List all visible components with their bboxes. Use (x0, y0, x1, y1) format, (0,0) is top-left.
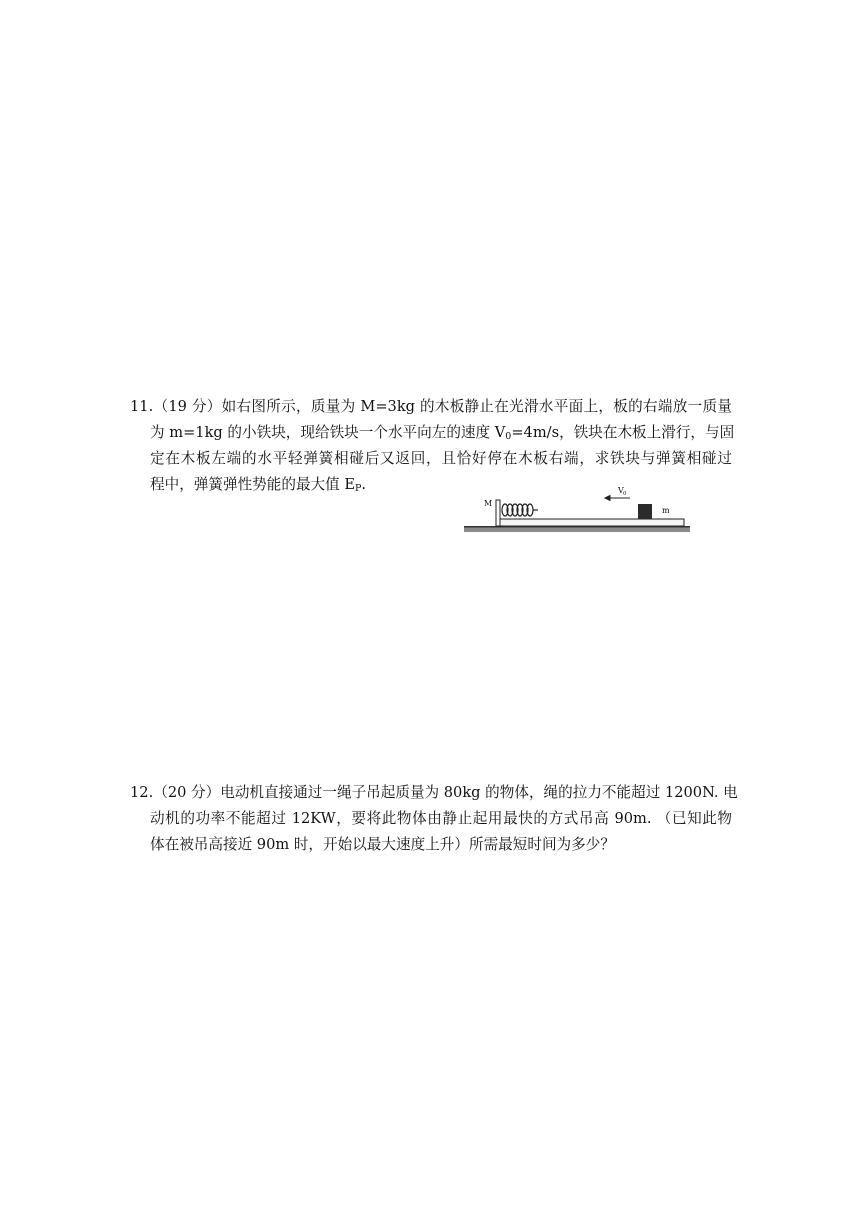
question-12-points: （20 分） (153, 784, 221, 801)
question-11 (130, 394, 735, 498)
figure-svg (462, 484, 694, 538)
question-12-number: 12. (130, 784, 154, 801)
question-12-text-2: 动机的功率不能超过 12KW，要将此物体由静止起用最快的方式吊高 90m. （已知此物 (150, 810, 732, 827)
energy-subscript: P (355, 483, 362, 494)
question-12-line-1 (130, 780, 738, 806)
figure-label-v-sub: 0 (623, 491, 627, 497)
iron-block (638, 504, 652, 519)
question-11-line-1 (130, 394, 732, 420)
question-11-line-3 (130, 446, 732, 472)
question-11-text-2a: 为 m=1kg 的小铁块，现给铁块一个水平向左的速度 V (150, 424, 506, 441)
figure-label-M: M (484, 499, 493, 508)
question-12-text-1: 电动机直接通过一绳子吊起质量为 80kg 的物体，绳的拉力不能超过 1200N. 电 (220, 784, 738, 801)
question-11-points: （19 分） (153, 398, 222, 415)
board-left-wall (496, 500, 500, 526)
question-12-text-3: 体在被吊高接近 90m 时，开始以最大速度上升）所需最短时间为多少？ (150, 836, 615, 853)
question-11-text-4b: . (361, 476, 367, 493)
question-11-text-3: 定在木板左端的水平轻弹簧相碰后又返回，且恰好停在木板右端，求铁块与弹簧相碰过 (150, 450, 732, 467)
question-11-text-1: 如右图所示，质量为 M=3kg 的木板静止在光滑水平面上，板的右端放一质量 (221, 398, 732, 415)
question-11-number: 11. (130, 398, 154, 415)
question-11-line-2 (130, 420, 735, 446)
ground (464, 526, 690, 532)
wooden-board (496, 519, 684, 526)
figure-label-m: m (662, 506, 670, 515)
question-12 (130, 780, 738, 858)
spring-board-figure (462, 484, 694, 538)
velocity-subscript: 0 (505, 431, 512, 442)
spring (502, 504, 538, 516)
figure-label-v: V (618, 486, 624, 495)
question-11-text-4a: 程中，弹簧弹性势能的最大值 E (150, 476, 356, 493)
question-11-text-2b: =4m/s，铁块在木板上滑行，与固 (511, 424, 735, 441)
question-12-line-3 (130, 832, 732, 858)
question-12-line-2 (130, 806, 732, 832)
